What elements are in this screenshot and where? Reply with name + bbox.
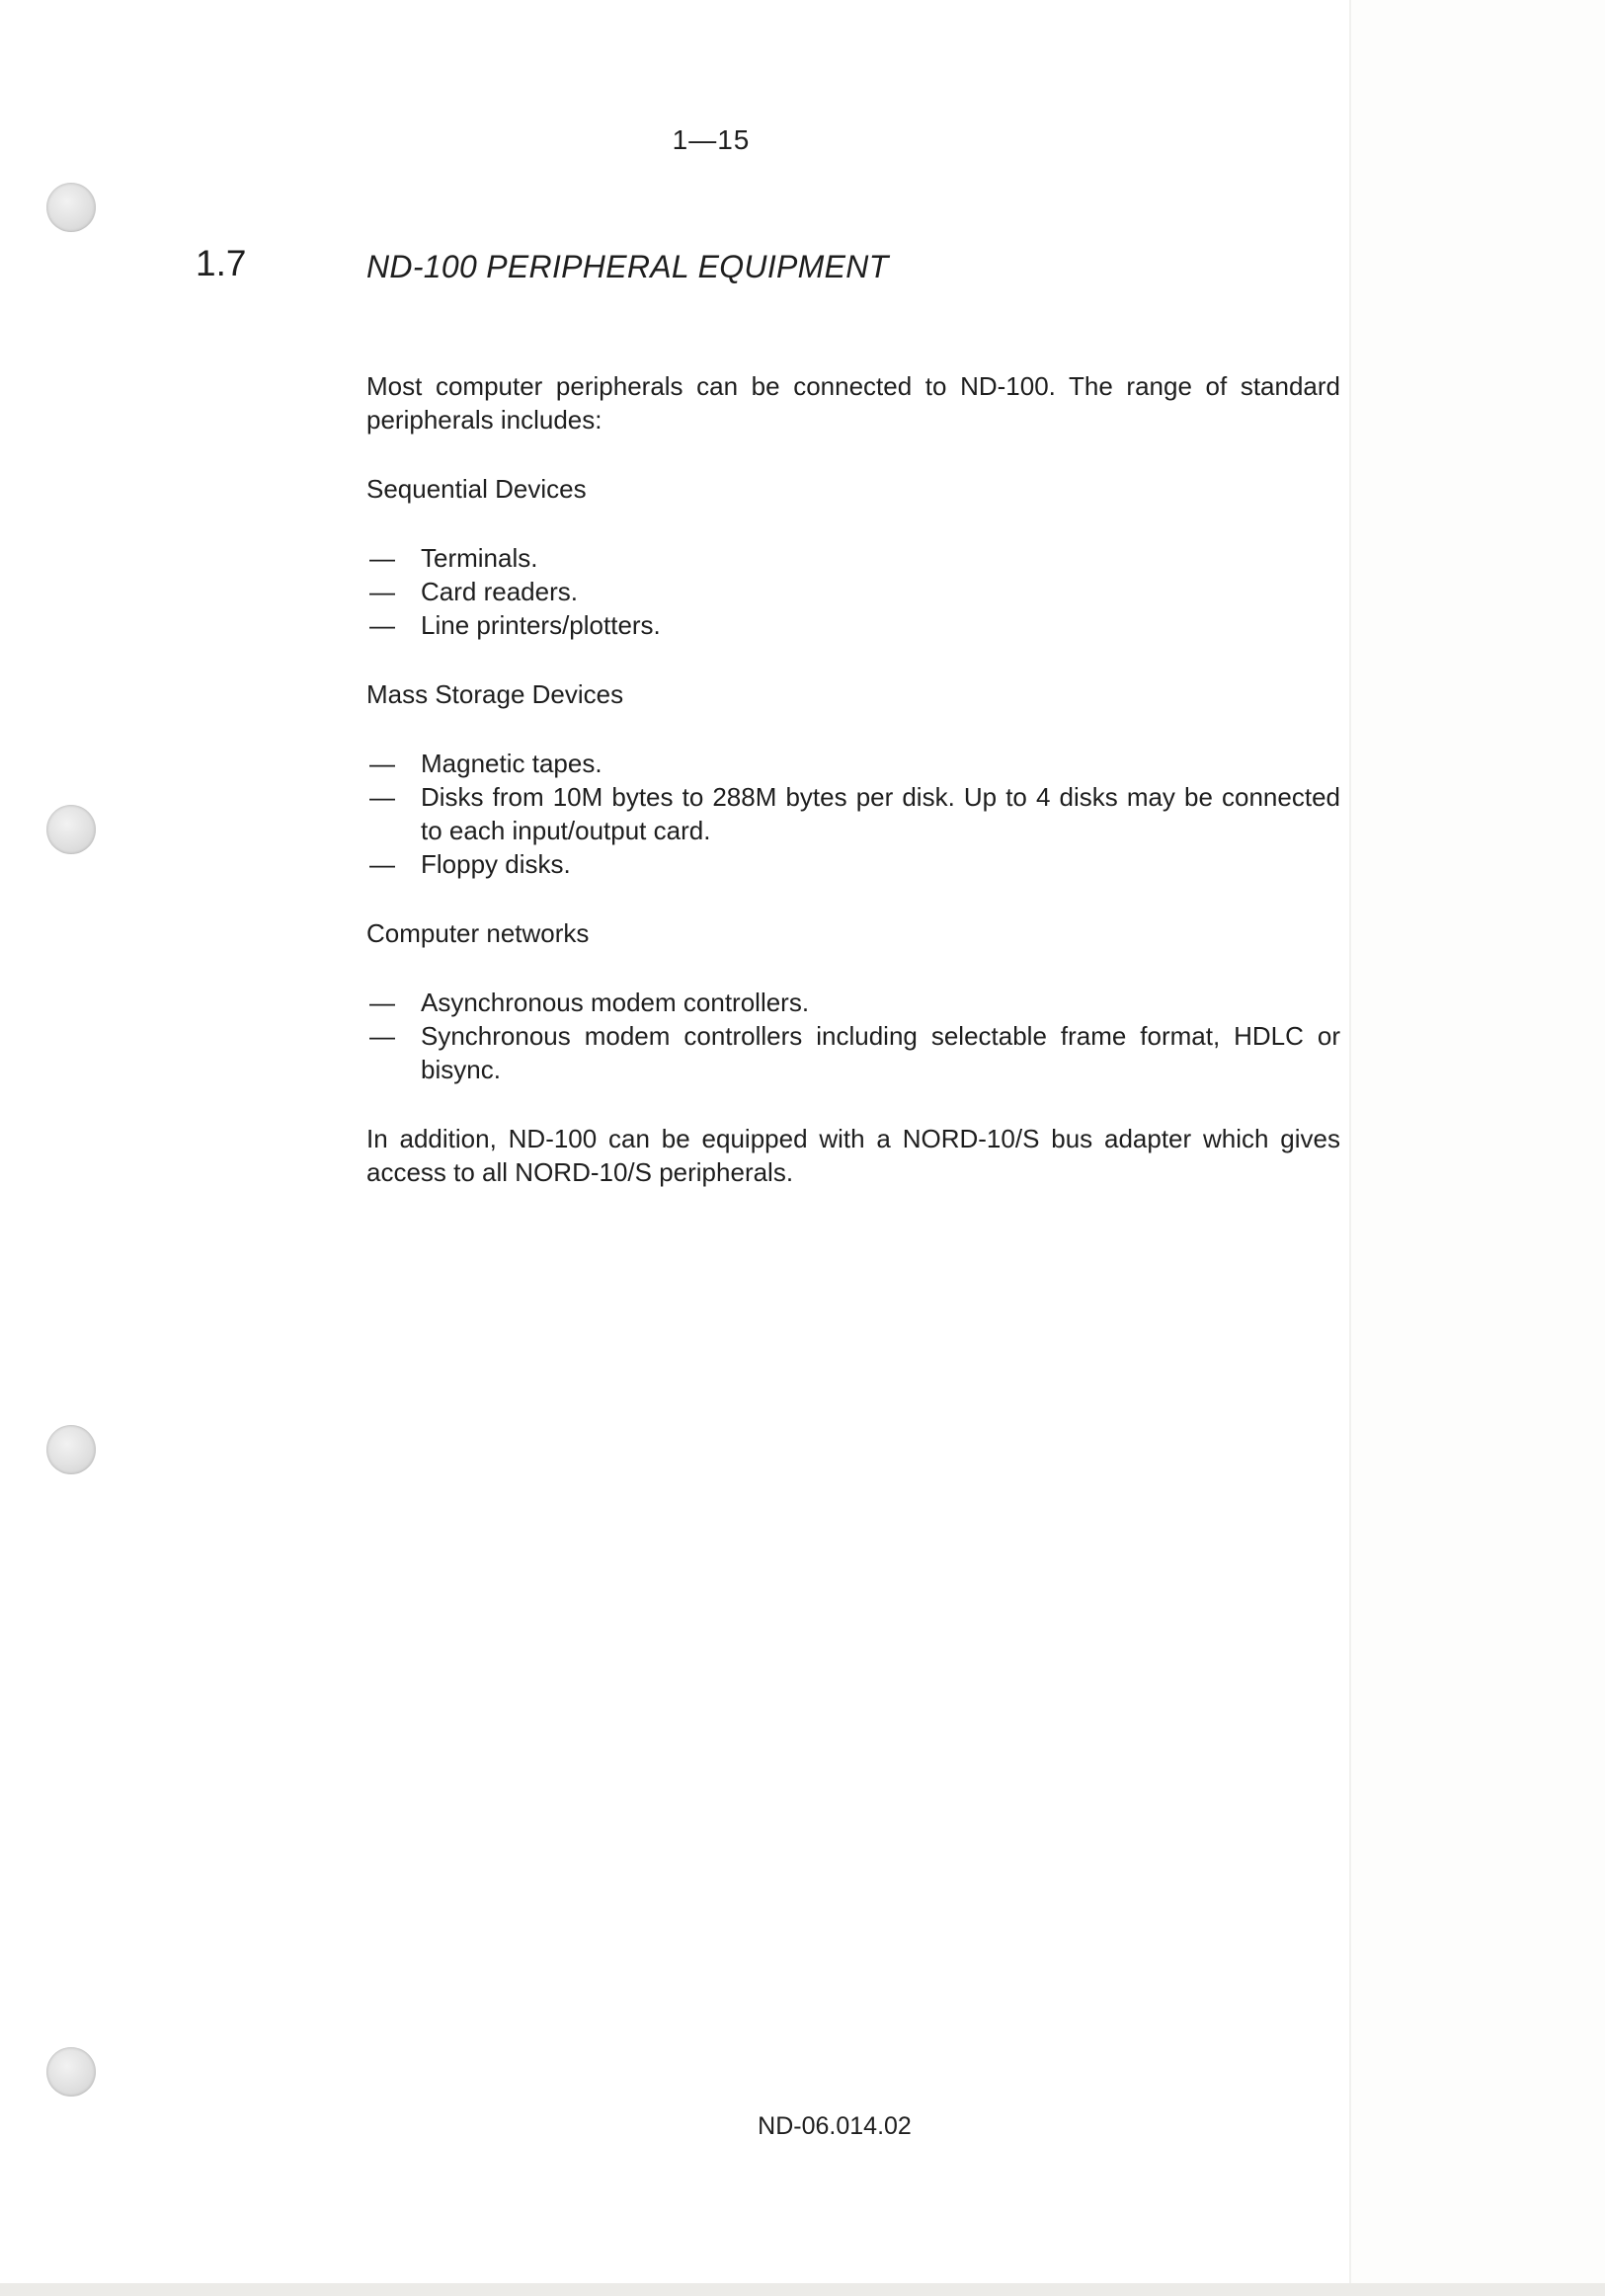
dash-marker: — (369, 543, 395, 573)
list-item: — Line printers/plotters. (369, 610, 661, 640)
dash-marker: — (369, 782, 395, 812)
list-item: — Card readers. (369, 577, 578, 606)
punch-hole-4 (46, 2047, 96, 2097)
dash-marker: — (369, 1021, 395, 1051)
section-body (366, 369, 1340, 1189)
group-heading-sequential-devices: Sequential Devices (366, 474, 587, 504)
list-item: — Magnetic tapes. (369, 749, 602, 778)
dash-marker: — (369, 749, 395, 778)
page-edge-shadow (1351, 0, 1605, 2296)
list-item: — Disks from 10M bytes to 288M bytes per disk. Up to 4 disks may be connected to each input/output card. (369, 782, 1340, 845)
list-item: — Terminals. (369, 543, 538, 573)
dash-marker: — (369, 849, 395, 879)
dash-marker: — (369, 610, 395, 640)
punch-hole-1 (46, 183, 96, 232)
intro-paragraph: Most computer peripherals can be connected to ND-100. The range of standard peripherals includes: (366, 371, 1340, 435)
scan-bottom-edge (0, 2283, 1605, 2296)
punch-hole-2 (46, 805, 96, 854)
section-number: 1.7 (196, 243, 247, 283)
page-number: 1—15 (672, 124, 751, 155)
list-item: — Synchronous modem controllers including selectable frame format, HDLC or bisync. (369, 1021, 1340, 1084)
computer-networks-list (366, 986, 1340, 1086)
document-code: ND-06.014.02 (758, 2112, 912, 2140)
sequential-devices-list (366, 541, 1340, 642)
group-heading-computer-networks: Computer networks (366, 918, 590, 948)
dash-marker: — (369, 577, 395, 606)
punch-hole-3 (46, 1425, 96, 1474)
list-item: — Floppy disks. (369, 849, 571, 879)
mass-storage-devices-list (366, 747, 1340, 881)
dash-marker: — (369, 988, 395, 1017)
page-edge (1349, 0, 1351, 2296)
section-title: ND-100 PERIPHERAL EQUIPMENT (366, 249, 889, 284)
group-heading-mass-storage-devices: Mass Storage Devices (366, 679, 624, 709)
list-item: — Asynchronous modem controllers. (369, 988, 810, 1017)
closing-paragraph: In addition, ND-100 can be equipped with a NORD-10/S bus adapter which gives access to all NORD-10/S peripherals. (366, 1124, 1340, 1187)
